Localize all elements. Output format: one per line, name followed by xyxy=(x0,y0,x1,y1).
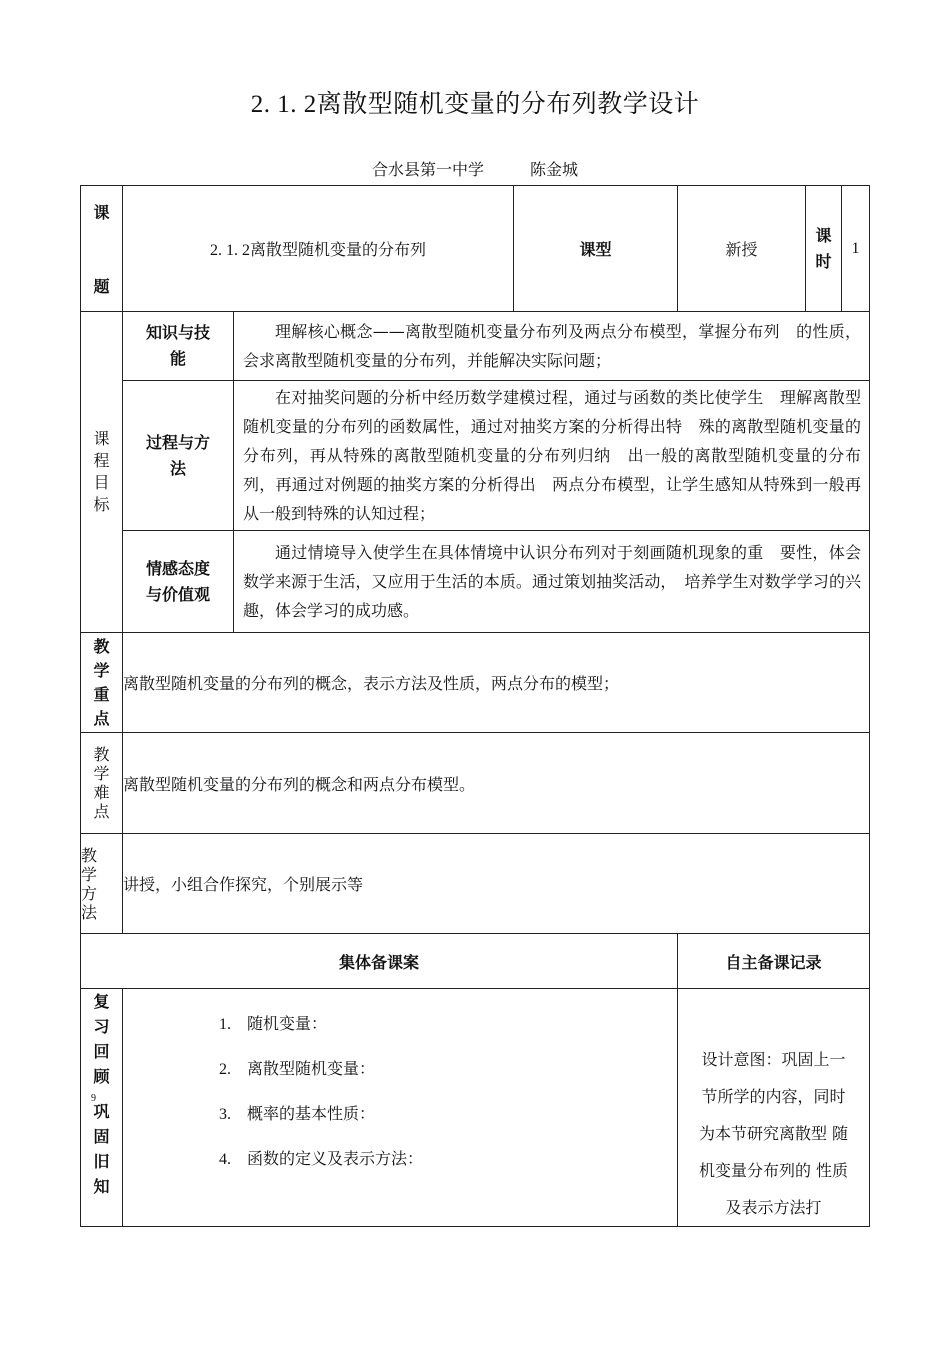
self-record-header: 自主备课记录 xyxy=(678,934,870,989)
goals-label-char: 程 xyxy=(93,451,110,470)
review-content-cell xyxy=(123,989,678,1227)
type-label: 课型 xyxy=(514,186,678,312)
goals-label-char: 课 xyxy=(93,429,110,448)
item-text: 函数的定义及表示方法： xyxy=(247,1149,424,1168)
title-text: 离散型随机变量的分布列教学设计 xyxy=(316,89,700,118)
key-points-row xyxy=(81,633,870,733)
review-label-char: 顾 xyxy=(93,1067,110,1086)
goal-name-line: 能 xyxy=(169,349,186,368)
design-intent-note xyxy=(678,1041,869,1226)
goal-name-line: 与价值观 xyxy=(145,584,210,604)
goal-text-process xyxy=(234,381,870,531)
topic-value-cell xyxy=(123,186,514,312)
review-label-char: 习 xyxy=(93,1017,110,1036)
goals-label-char: 目 xyxy=(93,473,110,492)
note-line: 为本节研究离散型 随 xyxy=(698,1124,849,1143)
review-note-cell xyxy=(678,989,870,1227)
review-small-number: 9 xyxy=(91,1093,96,1104)
goal-text: 通过情境导入使学生在具体情境中认识分布列对于刻画随机现象的重 要性，体会数学来源于生活，又应用于生活的本质。通过策划抽奖活动， 培养学生对数学学习的兴趣，体会学习的成功感。 xyxy=(243,543,862,620)
item-number: 4. xyxy=(219,1151,231,1168)
methods-label-cell xyxy=(81,834,123,934)
key-points-label-char: 点 xyxy=(93,708,110,728)
lesson-plan-table xyxy=(80,185,870,1227)
topic-label-1: 课 xyxy=(93,203,110,222)
key-points-label-char: 学 xyxy=(93,660,110,680)
goal-row-process xyxy=(81,381,870,531)
review-label-char: 旧 xyxy=(93,1152,110,1171)
topic-label-2: 题 xyxy=(93,277,110,296)
goal-name-process xyxy=(123,381,234,531)
school-name: 合水县第一中学 xyxy=(371,160,484,179)
difficulties-text: 离散型随机变量的分布列的概念和两点分布模型。 xyxy=(123,733,870,834)
list-item xyxy=(219,1146,677,1191)
type-value: 新授 xyxy=(678,186,806,312)
item-number: 3. xyxy=(219,1106,231,1123)
key-points-label-char: 教 xyxy=(93,636,110,656)
difficulties-label-char: 点 xyxy=(93,802,110,821)
note-line: 节所学的内容，同时 xyxy=(701,1087,846,1106)
note-line: 机变量分布列的 性质 xyxy=(698,1161,849,1180)
hours-label-2: 时 xyxy=(815,251,832,271)
goal-name-knowledge xyxy=(123,312,234,381)
methods-label-char: 方 xyxy=(81,883,98,903)
difficulties-row xyxy=(81,733,870,834)
header-row xyxy=(81,186,870,312)
item-text: 离散型随机变量： xyxy=(247,1059,376,1078)
goals-label-char: 标 xyxy=(93,495,110,514)
difficulties-label-char: 教 xyxy=(93,745,110,764)
topic-text: 离散型随机变量的分布列 xyxy=(250,240,427,259)
list-item xyxy=(219,1056,677,1101)
hours-label-cell xyxy=(806,186,842,312)
review-label-cell xyxy=(81,989,123,1227)
goal-name-attitude xyxy=(123,531,234,633)
goal-text-attitude xyxy=(234,531,870,633)
goal-name-line: 情感态度 xyxy=(145,558,210,578)
review-row xyxy=(81,989,870,1227)
plan-header-row xyxy=(81,934,870,989)
review-label-char: 固 xyxy=(93,1127,110,1146)
topic-number: 2. 1. 2 xyxy=(210,242,250,259)
review-label-char: 复 xyxy=(93,992,110,1011)
key-points-text: 离散型随机变量的分布列的概念，表示方法及性质，两点分布的模型； xyxy=(123,633,870,733)
difficulties-label-char: 难 xyxy=(93,783,110,802)
list-item xyxy=(219,1011,677,1056)
key-points-label-char: 重 xyxy=(93,684,110,704)
hours-value: 1 xyxy=(842,186,870,312)
goal-name-line: 法 xyxy=(169,458,186,478)
document-title xyxy=(0,84,950,120)
goal-name-line: 过程与方 xyxy=(145,432,210,452)
review-list xyxy=(123,989,677,1191)
author-name: 陈金城 xyxy=(530,160,579,179)
review-label-char: 回 xyxy=(93,1042,110,1061)
item-number: 2. xyxy=(219,1061,231,1078)
key-points-label-cell xyxy=(81,633,123,733)
review-label-char: 知 xyxy=(93,1177,110,1196)
methods-text: 讲授，小组合作探究，个别展示等 xyxy=(123,834,870,934)
item-number: 1. xyxy=(219,1016,231,1033)
difficulties-label-cell xyxy=(81,733,123,834)
difficulties-label-char: 学 xyxy=(93,764,110,783)
goal-text: 理解核心概念——离散型随机变量分布列及两点分布模型，掌握分布列 的性质，会求离散型随机变量的分布列，并能解决实际问题； xyxy=(243,322,862,370)
methods-label-char: 学 xyxy=(81,864,98,884)
item-text: 随机变量： xyxy=(247,1014,328,1033)
goal-name-line: 知识与技 xyxy=(145,323,210,342)
note-line: 设计意图：巩固上一 xyxy=(701,1050,846,1069)
collective-plan-header: 集体备课案 xyxy=(81,934,678,989)
goal-row-knowledge xyxy=(81,312,870,381)
goal-text: 在对抽奖问题的分析中经历数学建模过程，通过与函数的类比使学生 理解离散型随机变量的分布列的函数属性，通过对抽奖方案的分析得出特 殊的离散型随机变量的分布列，再从特殊的离散型随机变量的分布列归纳 出一般的离散型随机变量的分布列，再通过对例题的抽奖方案的分析得出 两点分布模型，让学生感知从特殊到一般再从一般到特殊的认知过程； xyxy=(243,388,862,523)
author-line xyxy=(0,157,950,180)
goal-text-knowledge xyxy=(234,312,870,381)
review-label-char: 巩 xyxy=(93,1102,110,1121)
goal-row-attitude xyxy=(81,531,870,633)
methods-label-char: 教 xyxy=(81,845,98,865)
hours-label-1: 课 xyxy=(815,225,832,245)
goals-label-cell xyxy=(81,312,123,633)
title-number: 2. 1. 2 xyxy=(250,91,317,118)
list-item xyxy=(219,1101,677,1146)
note-line: 及表示方法打 xyxy=(725,1198,822,1217)
methods-row xyxy=(81,834,870,934)
topic-label-cell xyxy=(81,186,123,312)
item-text: 概率的基本性质： xyxy=(247,1104,376,1123)
methods-label-char: 法 xyxy=(81,902,98,922)
